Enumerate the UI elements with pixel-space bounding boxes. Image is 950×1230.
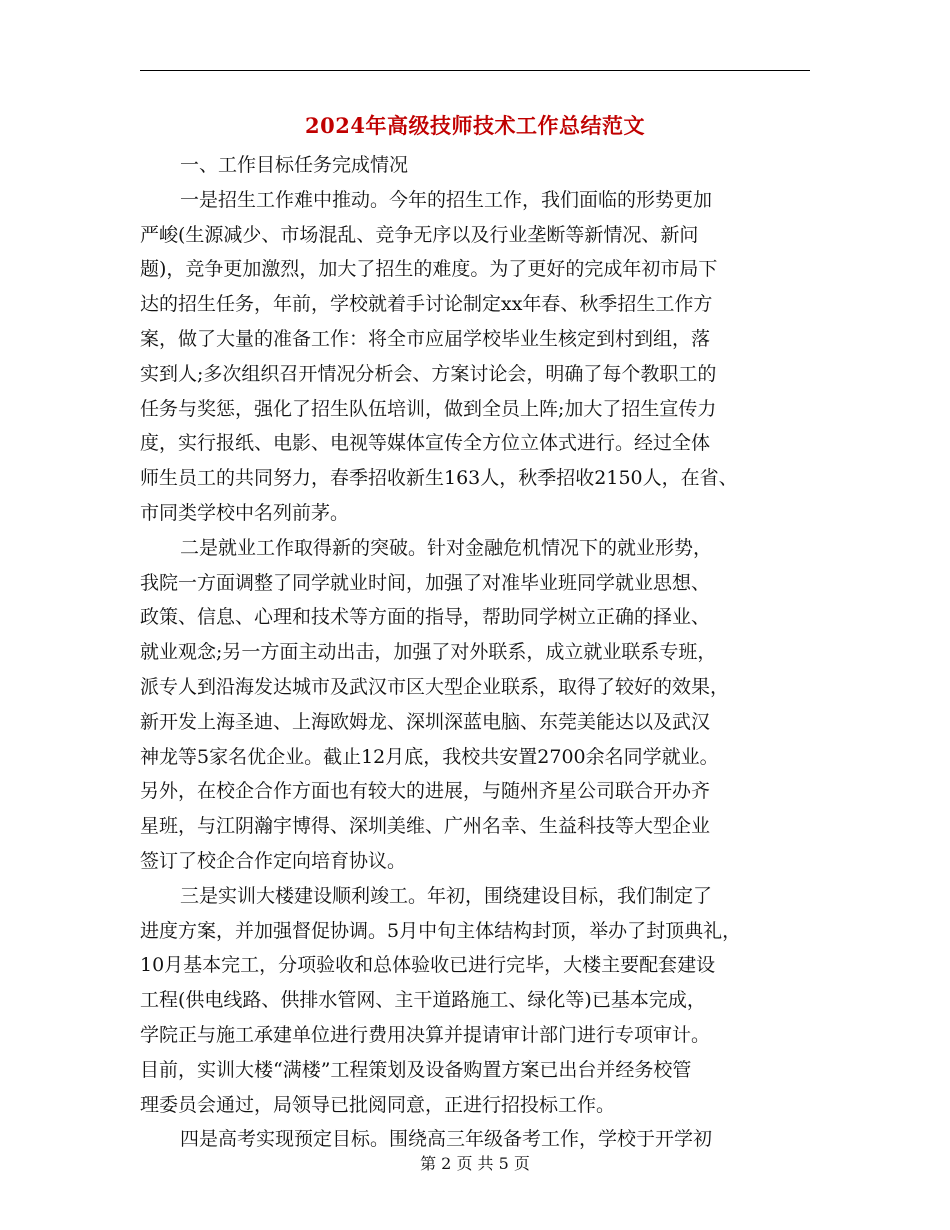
- paragraph-line: 度，实行报纸、电影、电视等媒体宣传全方位立体式进行。经过全体: [140, 432, 711, 455]
- paragraph-line: 我院一方面调整了同学就业时间，加强了对准毕业班同学就业思想、: [140, 571, 711, 594]
- paragraph-line: 派专人到沿海发达城市及武汉市区大型企业联系，取得了较好的效果，: [140, 675, 730, 698]
- paragraph-line: 就业观念;另一方面主动出击，加强了对外联系，成立就业联系专班，: [140, 641, 717, 664]
- paragraph-line: 目前，实训大楼“满楼”工程策划及设备购置方案已出台并经务校管: [140, 1058, 692, 1081]
- paragraph-line: 另外，在校企合作方面也有较大的进展，与随州齐星公司联合开办齐: [140, 780, 711, 803]
- page-number-footer: 第 2 页 共 5 页: [420, 1154, 530, 1173]
- paragraph-line: 理委员会通过，局领导已批阅同意，正进行招投标工作。: [140, 1093, 616, 1116]
- document-body: [140, 148, 812, 1157]
- paragraph-line: 题)，竞争更加激烈，加大了招生的难度。为了更好的完成年初市局下: [140, 258, 718, 281]
- paragraph-line: 一是招生工作难中推动。今年的招生工作，我们面临的形势更加: [180, 188, 713, 211]
- paragraph-line: 严峻(生源减少、市场混乱、竞争无序以及行业垄断等新情况、新问: [140, 223, 699, 246]
- paragraph-line: 政策、信息、心理和技术等方面的指导，帮助同学树立正确的择业、: [140, 606, 711, 629]
- paragraph-line: 新开发上海圣迪、上海欧姆龙、深圳深蓝电脑、东莞美能达以及武汉: [140, 710, 711, 733]
- paragraph-line: 任务与奖惩，强化了招生队伍培训，做到全员上阵;加大了招生宣传力: [140, 397, 717, 420]
- paragraph-line: 二是就业工作取得新的突破。针对金融危机情况下的就业形势，: [180, 536, 713, 559]
- section-heading: 一、工作目标任务完成情况: [180, 154, 409, 176]
- paragraph-line: 进度方案，并加强督促协调。5月中旬主体结构封顶，举办了封顶典礼，: [140, 919, 742, 942]
- paragraph-line: 学院正与施工承建单位进行费用决算并提请审计部门进行专项审计。: [140, 1023, 711, 1046]
- paragraph-line: 10月基本完工，分项验收和总体验收已进行完毕，大楼主要配套建设: [140, 954, 716, 977]
- paragraph-line: 案，做了大量的准备工作：将全市应届学校毕业生核定到村到组，落: [140, 327, 711, 350]
- paragraph-line: 师生员工的共同努力，春季招收新生163人，秋季招收2150人，在省、: [140, 467, 738, 490]
- paragraph-line: 四是高考实现预定目标。围绕高三年级备考工作，学校于开学初: [180, 1128, 713, 1151]
- paragraph-line: 市同类学校中名列前茅。: [140, 501, 350, 524]
- paragraph-line: 神龙等5家名优企业。截止12月底，我校共安置2700余名同学就业。: [140, 745, 719, 768]
- header-rule: [140, 70, 810, 71]
- paragraph-line: 签订了校企合作定向培育协议。: [140, 849, 407, 872]
- document-title: 2024年高级技师技术工作总结范文: [305, 113, 645, 138]
- paragraph-line: 星班，与江阴瀚宇博得、深圳美维、广州名幸、生益科技等大型企业: [140, 815, 711, 838]
- paragraph-line: 工程(供电线路、供排水管网、主干道路施工、绿化等)已基本完成，: [140, 989, 706, 1012]
- paragraph-line: 三是实训大楼建设顺利竣工。年初，围绕建设目标，我们制定了: [180, 884, 713, 907]
- paragraph-line: 达的招生任务，年前，学校就着手讨论制定xx年春、秋季招生工作方: [140, 293, 713, 316]
- paragraph-line: 实到人;多次组织召开情况分析会、方案讨论会，明确了每个教职工的: [140, 362, 717, 385]
